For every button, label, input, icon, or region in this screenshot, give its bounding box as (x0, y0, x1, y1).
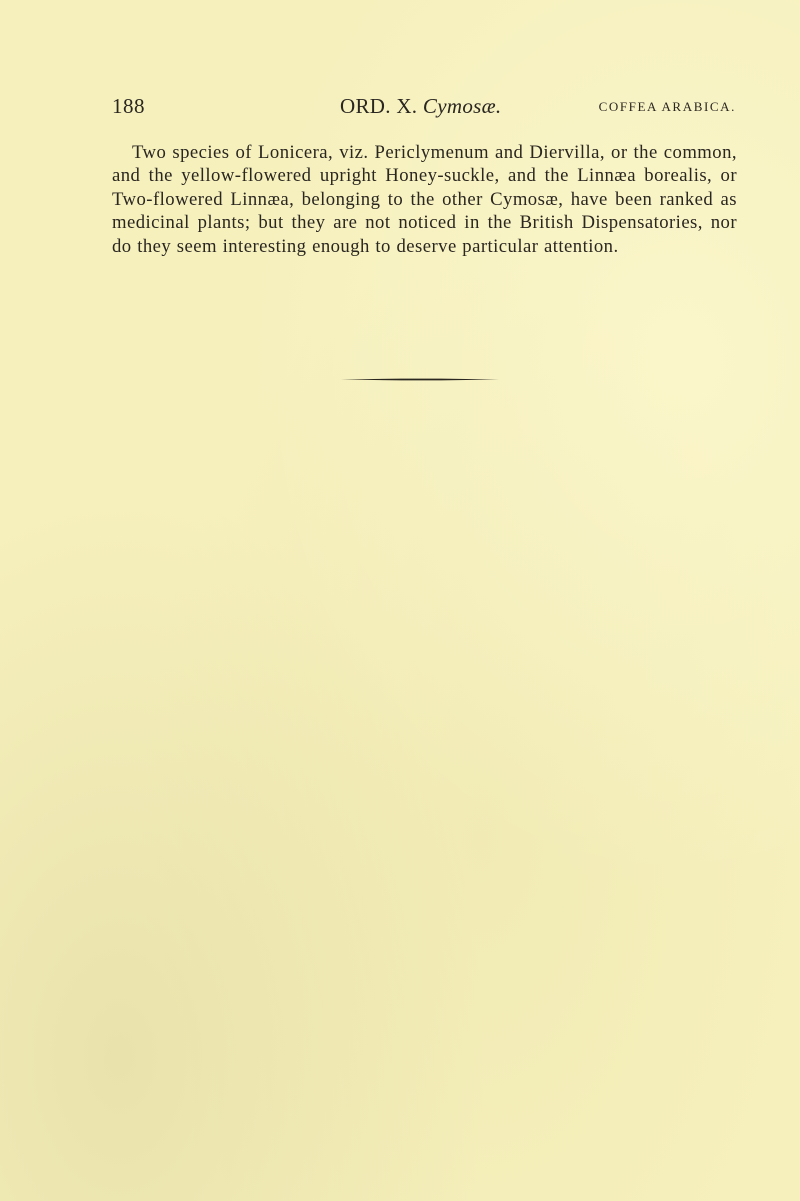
running-head (112, 94, 736, 124)
order-name: Cymosæ. (422, 94, 502, 118)
page-number: 188 (112, 94, 145, 118)
order-title (340, 94, 501, 119)
body-paragraph: Two species of Lonicera, viz. Periclymenum and Diervilla, or the common, and the yellow-flowered upright Honey-suckle, and the Linnæa borealis, or Two-flowered Linnæa, belonging to the other Cymosæ, have been ranked as medicinal plants; but they are not noticed in the British Dispensatories, nor do they seem interesting enough to deserve particular attention. (112, 142, 737, 257)
section-title: COFFEA ARABICA. (598, 99, 736, 114)
order-prefix: ORD. X. (340, 94, 418, 118)
section-divider-rule (341, 378, 499, 381)
